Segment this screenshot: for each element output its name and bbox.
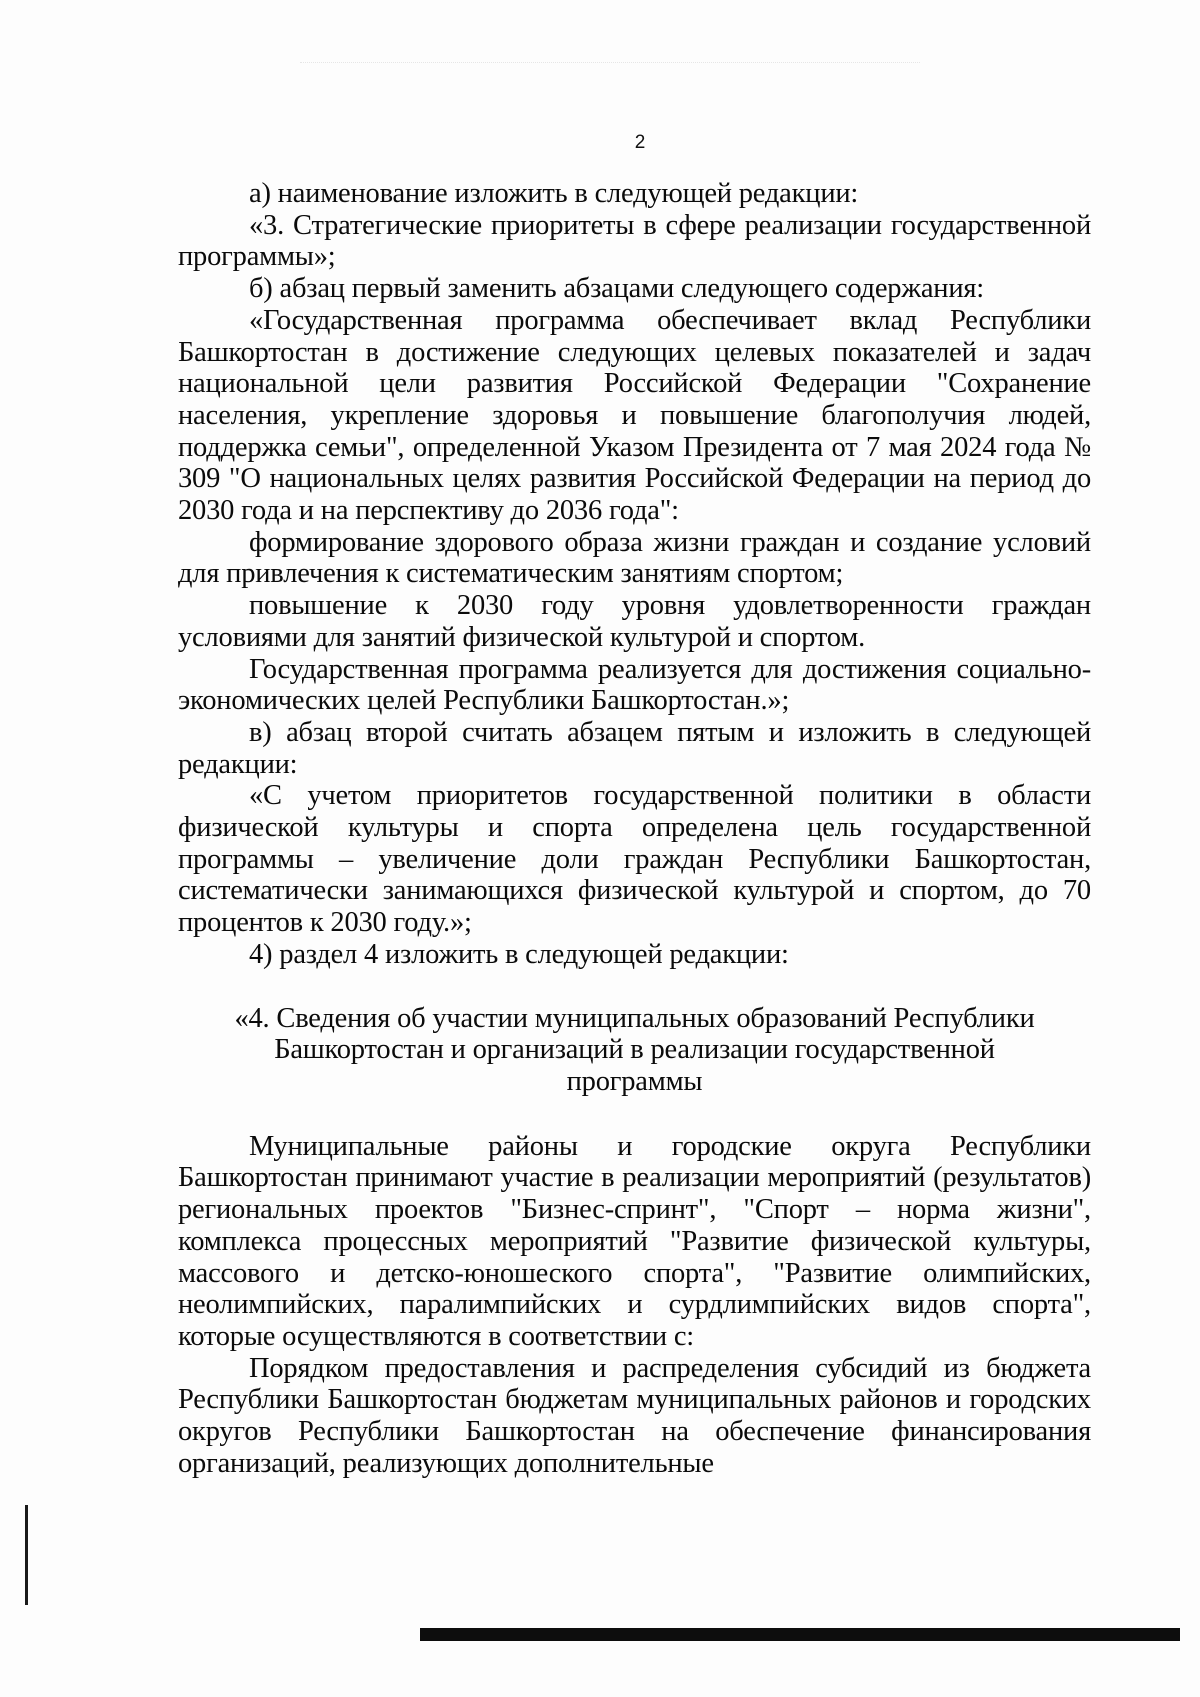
- paragraph-a: а) наименование изложить в следующей редакции:: [249, 178, 859, 209]
- document-body: [178, 178, 1091, 1479]
- page-number: 2: [634, 132, 646, 153]
- paragraph-program-goals: Государственная программа реализуется для достижения социально-экономических целей Республики Башкортостан.»;: [178, 653, 1091, 717]
- scan-artifact: [300, 62, 920, 69]
- paragraph-satisfaction: повышение к 2030 году уровня удовлетворенности граждан условиями для занятий физической культурой и спортом.: [178, 590, 1091, 653]
- scan-bottom-bar: [420, 1628, 1180, 1641]
- section-heading: «4. Сведения об участии муниципальных образований Республики Башкортостан и организаций в реализации государственной программы: [234, 1002, 1035, 1097]
- paragraph-v: в) абзац второй считать абзацем пятым и изложить в следующей редакции:: [178, 716, 1091, 780]
- paragraph-program-aim: «С учетом приоритетов государственной политики в области физической культуры и спорта определена цель государственной программы – увеличение доли граждан Республики Башкортостан, систематически занимающихся физической культурой и спортом, до 70 процентов к 2030 году.»;: [178, 780, 1091, 939]
- paragraph-healthy-lifestyle: формирование здорового образа жизни граждан и создание условий для привлечения к систематическим занятиям спортом;: [178, 526, 1091, 590]
- paragraph-section-4: 4) раздел 4 изложить в следующей редакции:: [249, 938, 789, 970]
- scan-edge-line: [25, 1505, 28, 1605]
- paragraph-program-contribution: «Государственная программа обеспечивает вклад Республики Башкортостан в достижение следующих целевых показателей и задач национальной цели развития Российской Федерации "Сохранение населения, укрепление здоровья и повышение благополучия людей, поддержка семьи", определенной Указом Президента от 7 мая 2024 года № 309 "О национальных целях развития Российской Федерации на период до 2030 года и на перспективу до 2036 года":: [178, 304, 1091, 527]
- paragraph-strategic-priorities: «3. Стратегические приоритеты в сфере реализации государственной программы»;: [178, 209, 1091, 273]
- paragraph-subsidy-procedure: Порядком предоставления и распределения субсидий из бюджета Республики Башкортостан бюджетам муниципальных районов и городских округов Республики Башкортостан на обеспечение финансирования организаций, реализующих дополнительные: [178, 1352, 1091, 1479]
- paragraph-b: б) абзац первый заменить абзацами следующего содержания:: [249, 273, 985, 305]
- paragraph-municipal-participation: Муниципальные районы и городские округа Республики Башкортостан принимают участие в реализации мероприятий (результатов) региональных проектов "Бизнес-спринт", "Спорт – норма жизни", комплекса процессных мероприятий "Развитие физической культуры, массового и детско-юношеского спорта", "Развитие олимпийских, неолимпийских, паралимпийских и сурдлимпийских видов спорта", которые осуществляются в соответствии с:: [178, 1130, 1091, 1352]
